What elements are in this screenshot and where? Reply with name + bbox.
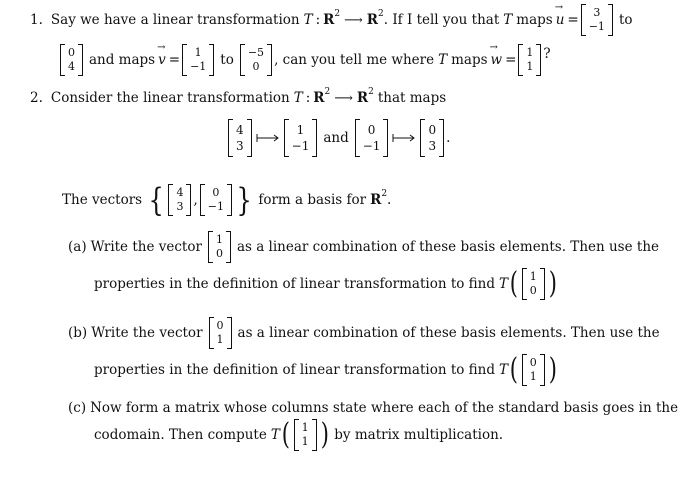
vector-entry: 0 xyxy=(212,186,220,199)
basis-vector-2 xyxy=(200,184,232,216)
part-c-line1-text: Now form a matrix whose columns state where each of the standard basis goes in the xyxy=(90,400,679,416)
vector-entry: 0 xyxy=(252,60,260,73)
left-paren: ( xyxy=(509,352,518,387)
symbol-T: T xyxy=(303,12,313,28)
part-a-line1 xyxy=(68,229,659,265)
vector-entry: −1 xyxy=(291,139,310,153)
right-paren: ) xyxy=(548,266,557,301)
equals: = xyxy=(567,12,579,28)
vector-w xyxy=(518,44,541,76)
problem1-line1 xyxy=(30,8,633,32)
part-c-line2 xyxy=(94,417,503,453)
vector-entry: 3 xyxy=(428,139,437,153)
vector-entry: 1 xyxy=(529,370,537,383)
to-text: to xyxy=(618,12,633,28)
period: . xyxy=(387,192,392,208)
map2-output-vector xyxy=(420,119,444,157)
question-mark: ? xyxy=(543,46,551,62)
symbol-T: T xyxy=(438,52,448,68)
vector-entry: 1 xyxy=(301,435,309,448)
exponent: 2 xyxy=(378,9,384,19)
vector-u xyxy=(581,4,613,36)
part-c-line1 xyxy=(68,397,678,419)
vector-entry: 4 xyxy=(68,60,75,73)
maps-text: maps xyxy=(451,52,488,68)
vector-entry: 1 xyxy=(296,123,305,137)
right-brace: } xyxy=(236,181,252,219)
basis-text-end: form a basis for xyxy=(258,192,367,208)
symbol-R: R xyxy=(370,192,382,208)
exponent: 2 xyxy=(324,87,331,97)
part-c-label: (c) xyxy=(68,400,87,416)
vector-entry: 0 xyxy=(215,247,223,260)
basis-statement xyxy=(62,180,391,220)
mapsto-arrow-icon xyxy=(392,132,416,144)
problem1-text-start: Say we have a linear transformation xyxy=(50,12,300,28)
problem2-line1 xyxy=(30,86,446,110)
comma: , xyxy=(193,192,198,208)
vector-entry: 0 xyxy=(529,284,537,297)
vector-entry: −1 xyxy=(207,200,224,213)
vector-entry: −1 xyxy=(362,139,381,153)
exponent: 2 xyxy=(334,9,341,19)
symbol-T: T xyxy=(499,276,509,292)
vector-v xyxy=(182,44,214,76)
vector-u-image xyxy=(60,44,83,76)
and-maps-text: and maps xyxy=(89,52,156,68)
part-a-line2 xyxy=(94,266,558,302)
vector-entry: 3 xyxy=(593,6,601,19)
part-b-text-start: Write the vector xyxy=(91,325,203,341)
right-paren: ) xyxy=(320,417,329,452)
vector-u-symbol: → u xyxy=(556,12,565,28)
vector-entry: 1 xyxy=(526,46,534,59)
part-c-text-start: codomain. Then compute xyxy=(94,427,267,443)
part-a-text-start: Write the vector xyxy=(90,239,202,255)
part-a-T-vector xyxy=(522,268,545,300)
that-maps-text: that maps xyxy=(377,90,447,106)
maps-text: maps xyxy=(516,12,553,28)
equals: = xyxy=(505,52,517,68)
symbol-T: T xyxy=(499,362,509,378)
vector-entry: 4 xyxy=(176,186,184,199)
vector-entry: 1 xyxy=(301,421,309,434)
problem1-line2 xyxy=(58,43,551,77)
part-c-text-end: by matrix multiplication. xyxy=(334,427,504,443)
vector-entry: 3 xyxy=(236,139,244,153)
to-text: to xyxy=(220,52,234,68)
symbol-R: R xyxy=(323,12,335,28)
vector-entry: 4 xyxy=(236,123,244,137)
part-b-line1 xyxy=(68,315,660,351)
symbol-R: R xyxy=(313,90,325,106)
basis-text-start: The vectors xyxy=(62,192,143,208)
mapsto-arrow-icon xyxy=(256,132,280,144)
symbol-R: R xyxy=(356,90,369,106)
vector-entry: −1 xyxy=(588,20,605,33)
part-b-text-end: as a linear combination of these basis elements. Then use the xyxy=(237,325,660,341)
left-paren: ( xyxy=(281,417,290,452)
part-b-vector xyxy=(209,317,232,349)
left-brace: { xyxy=(148,181,164,219)
problem2-maps-display xyxy=(226,118,450,158)
exponent: 2 xyxy=(381,189,388,199)
vector-entry: 0 xyxy=(68,46,75,59)
vector-entry: 0 xyxy=(216,319,224,332)
part-a-text-end: as a linear combination of these basis elements. Then use the xyxy=(236,239,659,255)
arrow-icon: ⟶ xyxy=(334,90,353,106)
colon: : xyxy=(305,90,311,106)
left-paren: ( xyxy=(509,266,518,301)
vector-entry: −5 xyxy=(247,46,265,59)
vector-entry: 1 xyxy=(215,233,223,246)
can-text: , can you tell me where xyxy=(274,52,435,68)
symbol-R: R xyxy=(366,12,379,28)
part-b-line2 xyxy=(94,352,558,388)
vector-entry: 1 xyxy=(526,60,534,73)
basis-vector-1 xyxy=(168,184,191,216)
part-b-label: (b) xyxy=(68,325,88,341)
problem1-text-if: . If I tell you that xyxy=(383,12,500,28)
problem1-number: 1. xyxy=(30,12,43,28)
vector-entry: 1 xyxy=(529,270,537,283)
arrow-icon: ⟶ xyxy=(344,12,363,28)
map1-output-vector xyxy=(284,119,318,157)
map1-input-vector xyxy=(228,119,252,157)
part-b-T-vector xyxy=(522,354,545,386)
vector-entry: 3 xyxy=(176,200,184,213)
and-text: and xyxy=(323,130,349,146)
vector-entry: −1 xyxy=(190,60,207,73)
part-a-line2-text: properties in the definition of linear transformation to find xyxy=(94,276,496,292)
vector-entry: 1 xyxy=(194,46,202,59)
equals: = xyxy=(168,52,181,68)
vector-entry: 0 xyxy=(529,356,537,369)
colon: : xyxy=(315,12,321,28)
vector-v-image xyxy=(240,44,272,76)
part-b-line2-text: properties in the definition of linear transformation to find xyxy=(94,362,496,378)
vector-entry: 1 xyxy=(216,333,224,346)
map2-input-vector xyxy=(355,119,389,157)
vector-entry: 0 xyxy=(428,123,437,137)
exponent: 2 xyxy=(368,87,374,97)
period: . xyxy=(446,130,451,146)
symbol-T: T xyxy=(503,12,513,28)
symbol-T: T xyxy=(293,90,303,106)
vector-w-symbol: → w xyxy=(491,52,503,68)
part-a-label: (a) xyxy=(68,239,87,255)
part-a-vector xyxy=(208,231,231,263)
vector-v-symbol: → v xyxy=(158,52,166,68)
problem2-number: 2. xyxy=(30,90,43,106)
problem2-text: Consider the linear transformation xyxy=(50,90,290,106)
symbol-T: T xyxy=(270,427,280,443)
vector-entry: 0 xyxy=(367,123,376,137)
part-c-T-vector xyxy=(294,419,317,451)
right-paren: ) xyxy=(548,352,557,387)
